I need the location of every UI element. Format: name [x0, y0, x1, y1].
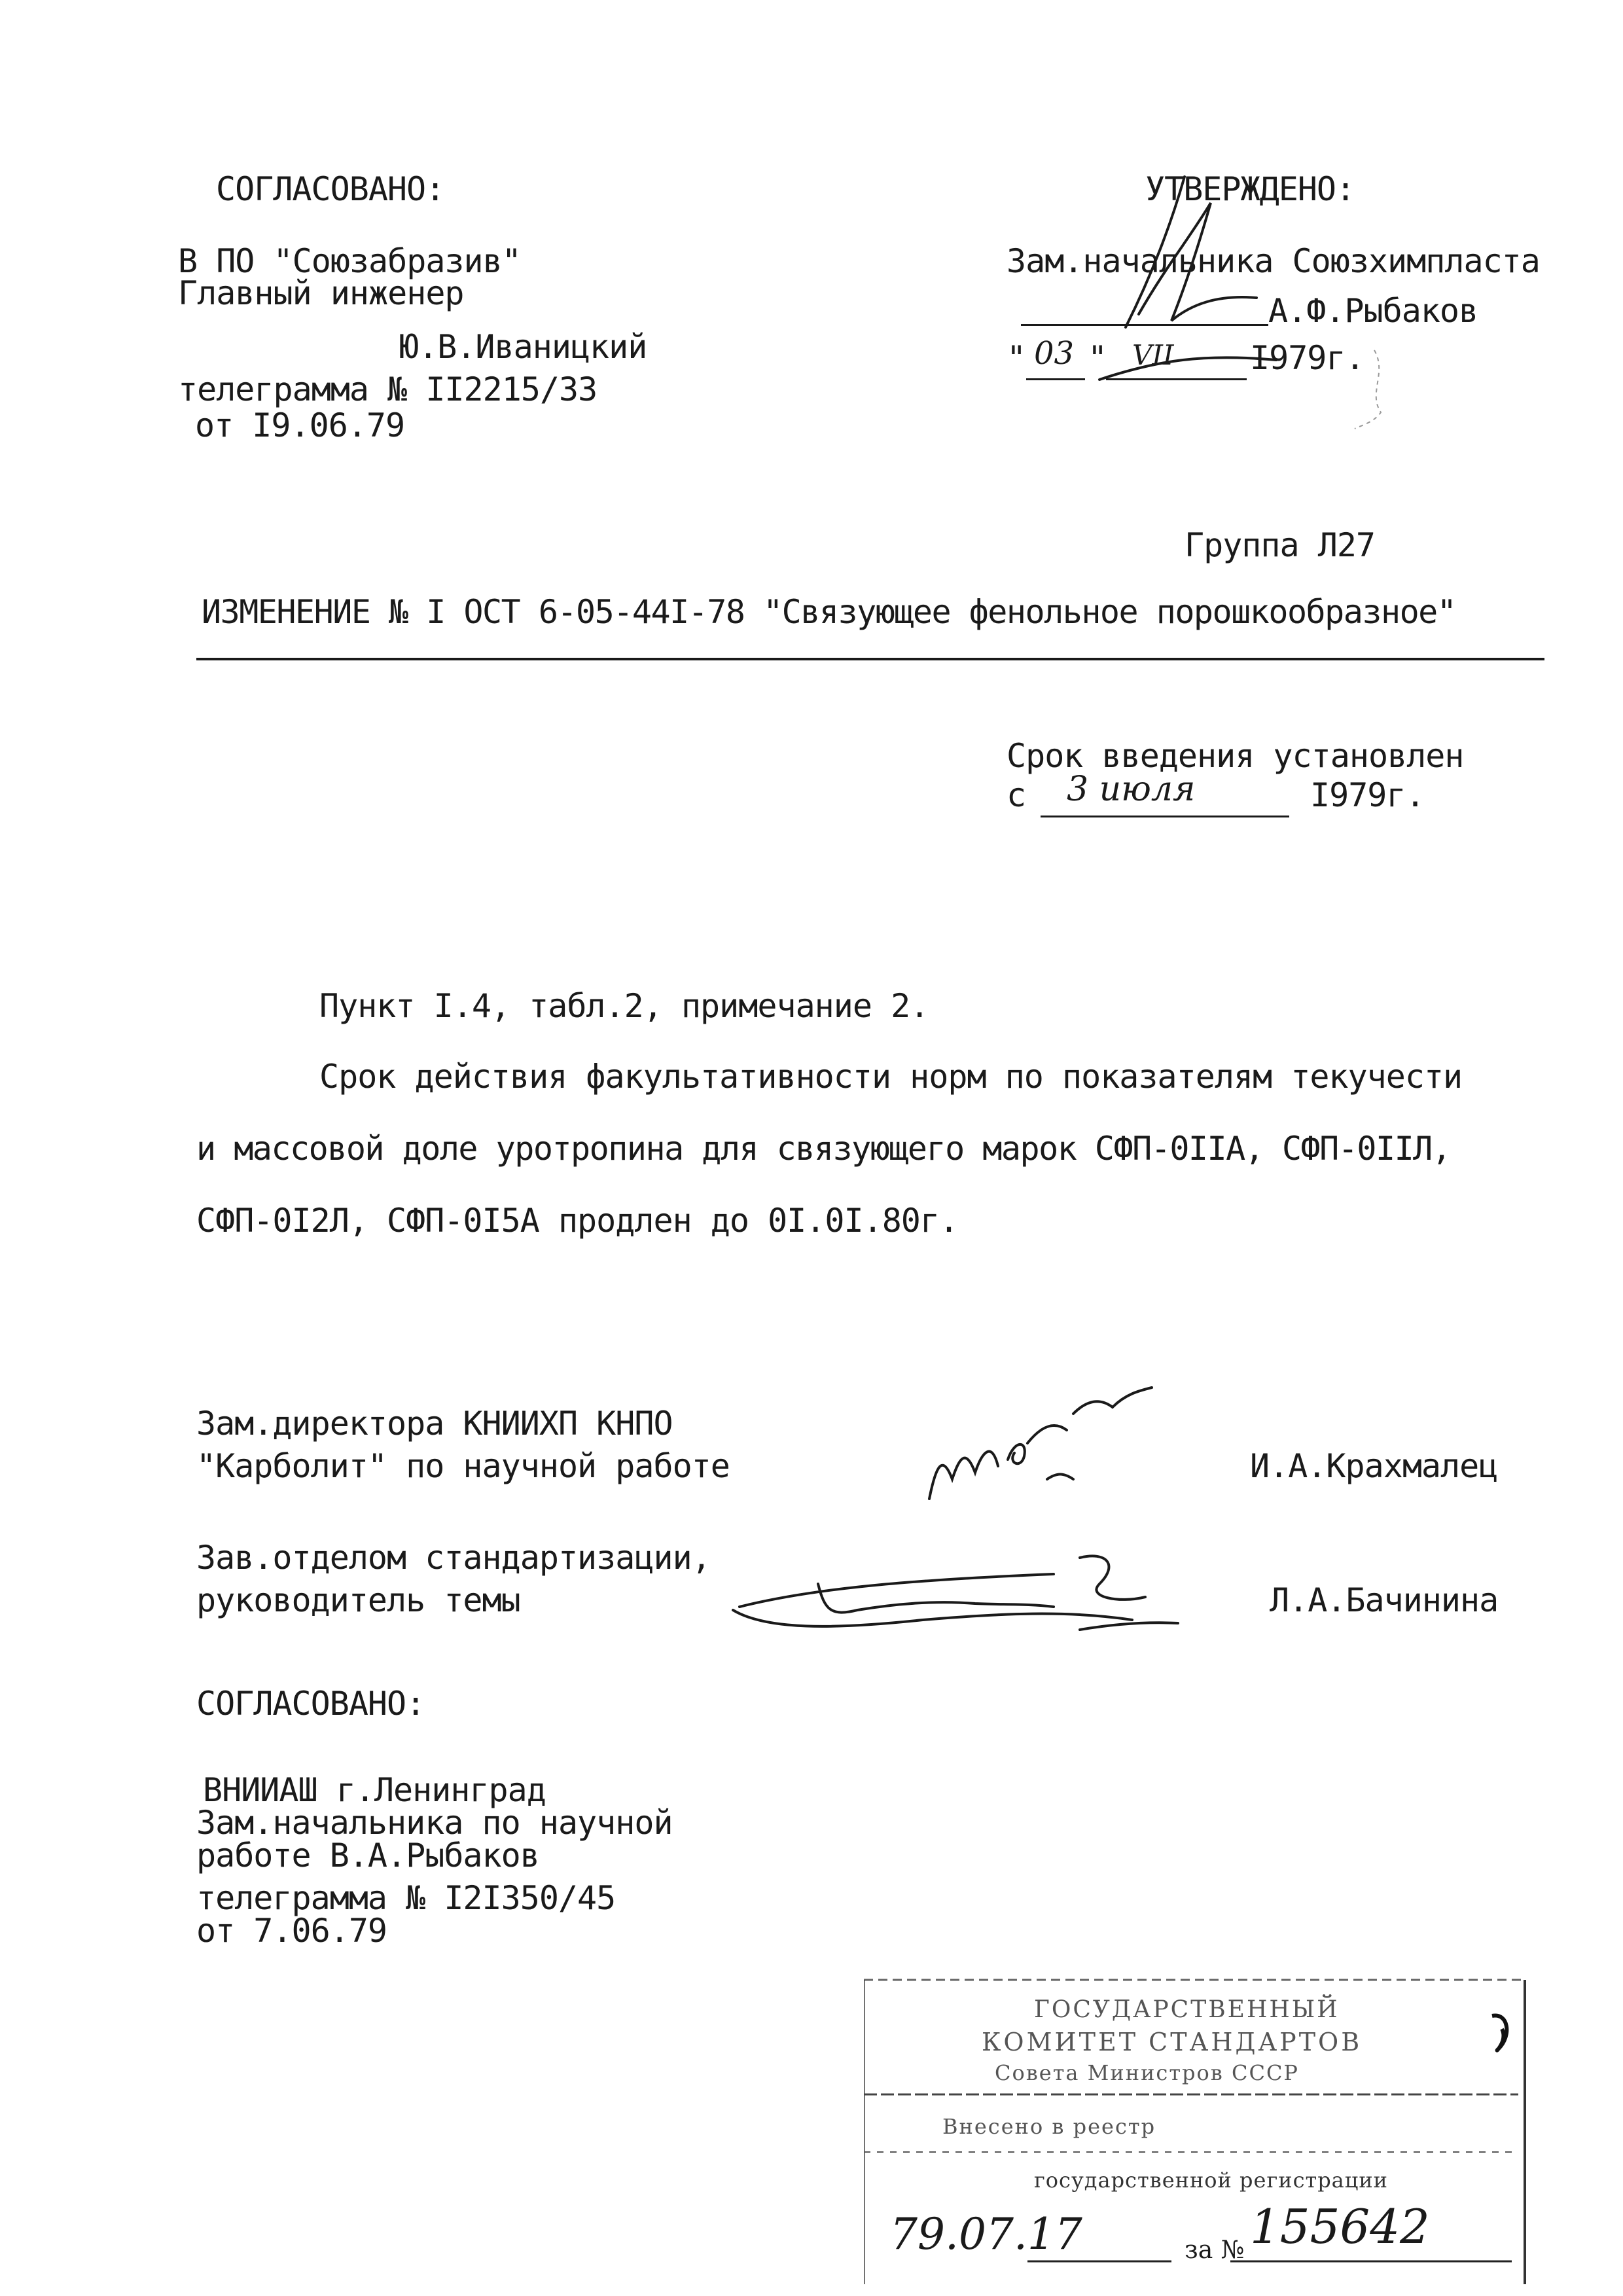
left-approval-title: СОГЛАСОВАНО:: [216, 170, 445, 208]
left-approval-name: Ю.В.Иваницкий: [399, 328, 647, 366]
effective-prefix: с: [1007, 776, 1026, 814]
footer-approval-date: от 7.06.79: [196, 1912, 387, 1950]
effective-date-underline: [1041, 816, 1289, 817]
title-rule: [196, 658, 1544, 660]
right-approval-month: VII: [1132, 339, 1174, 371]
effective-date-handwritten: 3 июля: [1067, 770, 1196, 809]
effective-label: Срок введения установлен: [1007, 737, 1464, 775]
signer-2-name: Л.А.Бачинина: [1270, 1581, 1499, 1619]
stamp-line-3: Совета Министров СССР: [995, 2060, 1299, 2085]
stamp-registration-number: 155642: [1250, 2199, 1430, 2254]
left-approval-org: В ПО "Союзабразив": [178, 242, 521, 280]
stamp-faint-mark: [1348, 347, 1400, 432]
stamp-registration-date: 79.07.17: [890, 2209, 1082, 2259]
right-approval-year: I979г.: [1250, 339, 1364, 377]
registration-stamp: [864, 1977, 1538, 2284]
stamp-registration-prefix: за №: [1185, 2235, 1245, 2264]
right-approval-title: УТВЕРЖДЕНО:: [1145, 170, 1355, 208]
body-line-1: Срок действия факультативности норм по показателям текучести: [319, 1058, 1463, 1096]
stamp-line-4: Внесено в реестр: [942, 2114, 1156, 2139]
stamp-line-2: КОМИТЕТ СТАНДАРТОВ: [982, 2028, 1363, 2056]
right-approval-date-open: ": [1007, 339, 1026, 377]
footer-approval-title: СОГЛАСОВАНО:: [196, 1685, 425, 1723]
body-line-3: СФП-0I2Л, СФП-0I5А продлен до 0I.0I.80г.: [196, 1202, 959, 1240]
left-approval-date: от I9.06.79: [195, 406, 405, 444]
approval-signature: [1060, 164, 1296, 399]
stamp-line-1: ГОСУДАРСТВЕННЫЙ: [1034, 1996, 1340, 2023]
footer-approval-name: работе В.А.Рыбаков: [196, 1837, 539, 1874]
signer-1-role-line-2: "Карболит" по научной работе: [196, 1447, 730, 1485]
footer-approval-org: ВНИИАШ г.Ленинград: [203, 1771, 546, 1809]
body-line-2: и массовой доле уротропина для связующего марок СФП-0IIА, СФП-0IIЛ,: [196, 1130, 1451, 1168]
group-code: Группа Л27: [1185, 526, 1376, 564]
right-approval-name: А.Ф.Рыбаков: [1268, 292, 1478, 330]
clause-reference: Пункт I.4, табл.2, примечание 2.: [319, 987, 929, 1025]
right-approval-position: Зам.начальника Союзхимпласта: [1007, 242, 1540, 280]
signer-1-role-line-1: Зам.директора КНИИХП КНПО: [196, 1405, 673, 1443]
signer-2-signature: [726, 1545, 1185, 1643]
stamp-line-5: государственной регистрации: [1034, 2168, 1388, 2193]
footer-approval-position: Зам.начальника по научной: [196, 1804, 673, 1842]
right-approval-day: 03: [1034, 335, 1075, 372]
signer-1-signature: [916, 1381, 1165, 1512]
right-approval-date-close: ": [1088, 339, 1107, 377]
left-approval-position: Главный инженер: [178, 274, 464, 312]
effective-year: I979г.: [1310, 776, 1425, 814]
signer-2-role-line-1: Зав.отделом стандартизации,: [196, 1539, 711, 1577]
change-title: ИЗМЕНЕНИЕ № I ОСТ 6-05-44I-78 "Связующее фенольное порошкообразное": [202, 593, 1456, 631]
signer-1-name: И.А.Крахмалец: [1250, 1447, 1498, 1485]
signer-2-role-line-2: руководитель темы: [196, 1581, 520, 1619]
footer-approval-telegram: телеграмма № I2I350/45: [196, 1879, 616, 1917]
left-approval-telegram: телеграмма № II2215/33: [178, 370, 597, 408]
